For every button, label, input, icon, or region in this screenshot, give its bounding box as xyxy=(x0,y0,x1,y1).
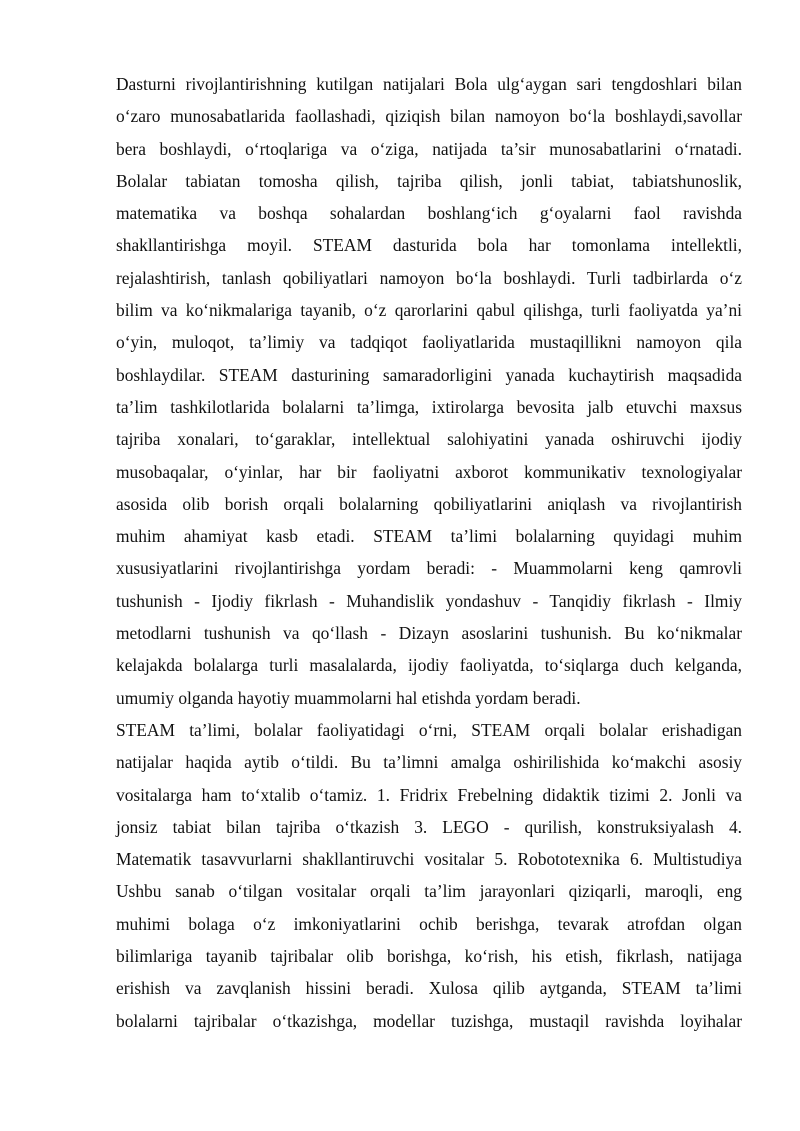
text-line: rejalashtirish, tanlash qobiliyatlari namoyon bo‘la boshlaydi. Turli tadbirlarda o‘z xyxy=(116,267,742,288)
text-line: muhim ahamiyat kasb etadi. STEAM ta’limi bolalarning quyidagi muhim xyxy=(116,526,742,547)
document-body xyxy=(116,68,742,1037)
paragraph-2 xyxy=(116,714,742,1037)
text-line: bilim va ko‘nikmalariga tayanib, o‘z qarorlarini qabul qilishga, turli faoliyatda ya’ni xyxy=(116,300,742,321)
text-line: Ushbu sanab o‘tilgan vositalar orqali ta’lim jarayonlari qiziqarli, maroqli, eng xyxy=(116,881,742,902)
text-line: erishish va zavqlanish hissini beradi. Xulosa qilib aytganda, STEAM ta’limi xyxy=(116,978,742,999)
text-line: ta’lim tashkilotlarida bolalarni ta’limga, ixtirolarga bevosita jalb etuvchi maxsus xyxy=(116,396,742,417)
text-line: Dasturni rivojlantirishning kutilgan natijalari Bola ulg‘aygan sari tengdoshlari bilan xyxy=(116,74,742,94)
text-line: kelajakda bolalarga turli masalalarda, ijodiy faoliyatda, to‘siqlarga duch kelganda, xyxy=(116,655,742,676)
text-line: Matematik tasavvurlarni shakllantiruvchi vositalar 5. Robototexnika 6. Multistudiya xyxy=(116,849,742,870)
text-line: natijalar haqida aytib o‘tildi. Bu ta’limni amalga oshirilishida ko‘makchi asosiy xyxy=(116,752,742,773)
text-line: jonsiz tabiat bilan tajriba o‘tkazish 3. LEGO - qurilish, konstruksiyalash 4. xyxy=(116,816,742,837)
text-line: musobaqalar, o‘yinlar, har bir faoliyatni axborot kommunikativ texnologiyalar xyxy=(116,461,742,482)
text-line: asosida olib borish orqali bolalarning qobiliyatlarini aniqlash va rivojlantirish xyxy=(116,493,742,514)
text-line: vositalarga ham to‘xtalib o‘tamiz. 1. Fridrix Frebelning didaktik tizimi 2. Jonli va xyxy=(116,784,742,805)
text-line: bilimlariga tayanib tajribalar olib borishga, ko‘rish, his etish, fikrlash, natijaga xyxy=(116,946,742,967)
text-line: tushunish - Ijodiy fikrlash - Muhandislik yondashuv - Tanqidiy fikrlash - Ilmiy xyxy=(116,590,742,611)
text-line: Bolalar tabiatan tomosha qilish, tajriba qilish, jonli tabiat, tabiatshunoslik, xyxy=(116,170,742,191)
text-line: matematika va boshqa sohalardan boshlang‘ich g‘oyalarni faol ravishda xyxy=(116,203,742,224)
text-line: muhimi bolaga o‘z imkoniyatlarini ochib berishga, tevarak atrofdan olgan xyxy=(116,913,742,934)
text-line: o‘yin, muloqot, ta’limiy va tadqiqot faoliyatlarida mustaqillikni namoyon qila xyxy=(116,332,742,353)
paragraph-1 xyxy=(116,68,742,714)
text-line: shakllantirishga moyil. STEAM dasturida bola har tomonlama intellektli, xyxy=(116,235,742,256)
text-line: umumiy olganda hayotiy muammolarni hal etishda yordam beradi. xyxy=(116,687,581,708)
text-line: metodlarni tushunish va qo‘llash - Dizayn asoslarini tushunish. Bu ko‘nikmalar xyxy=(116,623,742,644)
text-line: xususiyatlarini rivojlantirishga yordam beradi: - Muammolarni keng qamrovli xyxy=(116,558,742,579)
text-line: bolalarni tajribalar o‘tkazishga, modellar tuzishga, mustaqil ravishda loyihalar xyxy=(116,1010,742,1031)
text-line: tajriba xonalari, to‘garaklar, intellektual salohiyatini yanada oshiruvchi ijodiy xyxy=(116,429,742,450)
text-line: boshlaydilar. STEAM dasturining samaradorligini yanada kuchaytirish maqsadida xyxy=(116,364,742,385)
text-line: o‘zaro munosabatlarida faollashadi, qiziqish bilan namoyon bo‘la boshlaydi,savollar xyxy=(116,106,742,127)
text-line: STEAM ta’limi, bolalar faoliyatidagi o‘rni, STEAM orqali bolalar erishadigan xyxy=(116,719,742,740)
text-line: bera boshlaydi, o‘rtoqlariga va o‘ziga, natijada ta’sir munosabatlarini o‘rnatadi. xyxy=(116,138,742,159)
